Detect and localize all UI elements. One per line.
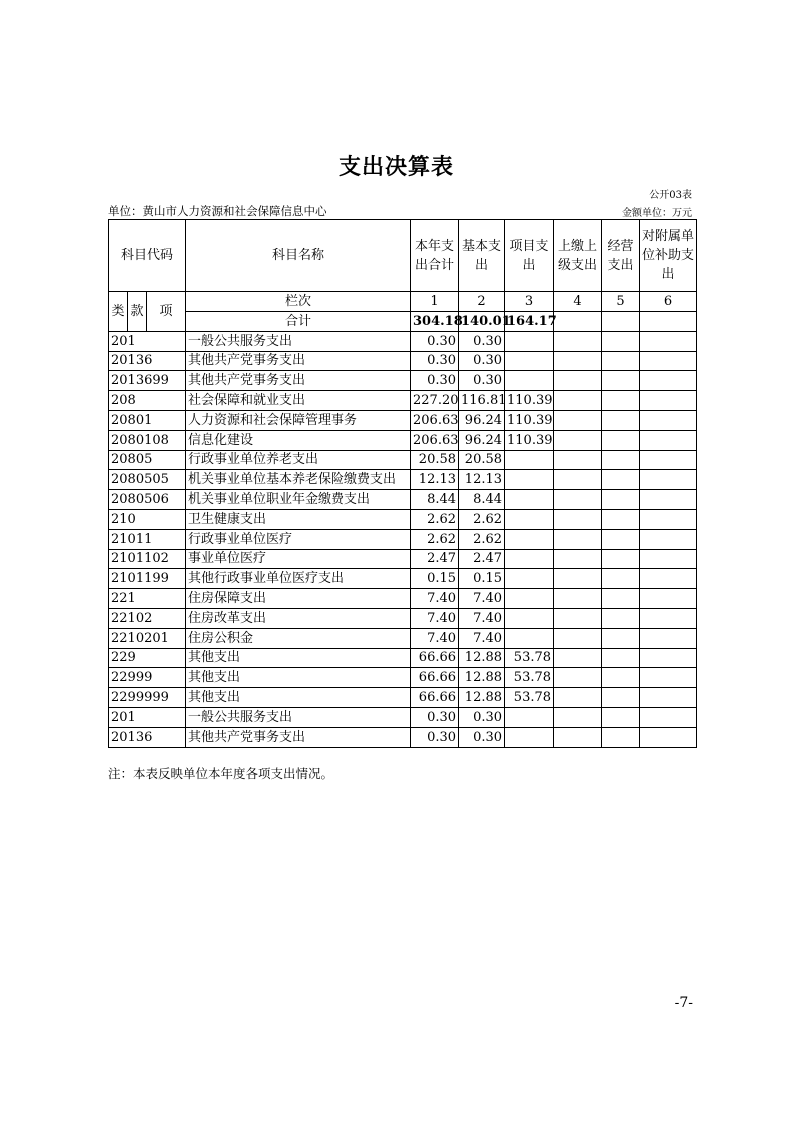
row-basic: 12.88	[459, 648, 505, 668]
row-subsidy	[640, 450, 697, 470]
row-basic: 0.30	[459, 371, 505, 391]
row-name: 其他支出	[186, 648, 411, 668]
col-num-4: 4	[554, 292, 602, 312]
row-upper	[554, 470, 602, 490]
row-business	[602, 589, 640, 609]
row-basic: 0.15	[459, 569, 505, 589]
table-row	[109, 371, 697, 391]
row-total: 8.44	[411, 490, 459, 510]
row-business	[602, 569, 640, 589]
page-title: 支出决算表	[338, 154, 454, 180]
row-total: 0.15	[411, 569, 459, 589]
row-basic: 12.13	[459, 470, 505, 490]
row-name: 机关事业单位基本养老保险缴费支出	[186, 470, 411, 490]
unit-name: 单位：黄山市人力资源和社会保障信息中心	[108, 204, 327, 218]
row-total: 0.30	[411, 331, 459, 351]
col-num-3: 3	[505, 292, 554, 312]
row-business	[602, 371, 640, 391]
row-business	[602, 549, 640, 569]
row-basic: 7.40	[459, 628, 505, 648]
row-project	[505, 707, 554, 727]
table-row	[109, 727, 697, 747]
table-row	[109, 549, 697, 569]
row-basic: 96.24	[459, 410, 505, 430]
table-row	[109, 648, 697, 668]
row-code: 201	[109, 707, 186, 727]
row-name: 机关事业单位职业年金缴费支出	[186, 490, 411, 510]
col-num-1: 1	[411, 292, 459, 312]
row-total: 206.63	[411, 410, 459, 430]
row-basic: 7.40	[459, 589, 505, 609]
header-col6: 对附属单位补助支出	[640, 220, 697, 292]
table-row	[109, 490, 697, 510]
row-upper	[554, 569, 602, 589]
row-project	[505, 628, 554, 648]
row-total: 20.58	[411, 450, 459, 470]
row-project: 53.78	[505, 668, 554, 688]
total-col4	[554, 312, 602, 332]
row-basic: 12.88	[459, 668, 505, 688]
row-project	[505, 490, 554, 510]
table-row	[109, 628, 697, 648]
col-num-2: 2	[459, 292, 505, 312]
row-name: 社会保障和就业支出	[186, 391, 411, 411]
row-subsidy	[640, 707, 697, 727]
row-business	[602, 509, 640, 529]
total-col3: 164.17	[505, 312, 554, 332]
row-code: 2013699	[109, 371, 186, 391]
header-col3: 项目支出	[505, 220, 554, 292]
row-total: 227.20	[411, 391, 459, 411]
row-code: 22102	[109, 608, 186, 628]
row-upper	[554, 529, 602, 549]
row-basic: 0.30	[459, 707, 505, 727]
row-code: 21011	[109, 529, 186, 549]
row-business	[602, 707, 640, 727]
row-total: 66.66	[411, 688, 459, 708]
header-code: 科目代码	[109, 220, 186, 292]
table-row	[109, 529, 697, 549]
row-total: 0.30	[411, 707, 459, 727]
row-code: 229	[109, 648, 186, 668]
row-project	[505, 549, 554, 569]
table-row	[109, 668, 697, 688]
header-lei: 类	[109, 292, 128, 332]
row-business	[602, 470, 640, 490]
row-code: 2210201	[109, 628, 186, 648]
row-project	[505, 589, 554, 609]
row-name: 住房保障支出	[186, 589, 411, 609]
table-note: 注：本表反映单位本年度各项支出情况。	[108, 766, 334, 781]
row-upper	[554, 707, 602, 727]
row-basic: 0.30	[459, 331, 505, 351]
row-upper	[554, 509, 602, 529]
row-upper	[554, 648, 602, 668]
row-project	[505, 509, 554, 529]
row-name: 事业单位医疗	[186, 549, 411, 569]
row-project: 110.39	[505, 430, 554, 450]
row-code: 201	[109, 331, 186, 351]
row-basic: 2.62	[459, 529, 505, 549]
table-row	[109, 608, 697, 628]
row-upper	[554, 391, 602, 411]
row-basic: 20.58	[459, 450, 505, 470]
row-upper	[554, 351, 602, 371]
row-total: 7.40	[411, 589, 459, 609]
table-row	[109, 707, 697, 727]
row-business	[602, 608, 640, 628]
row-code: 20801	[109, 410, 186, 430]
row-business	[602, 490, 640, 510]
header-col2: 基本支出	[459, 220, 505, 292]
row-subsidy	[640, 668, 697, 688]
row-upper	[554, 608, 602, 628]
row-project	[505, 569, 554, 589]
row-subsidy	[640, 430, 697, 450]
col-num-5: 5	[602, 292, 640, 312]
row-subsidy	[640, 470, 697, 490]
row-project	[505, 727, 554, 747]
row-project	[505, 608, 554, 628]
row-total: 0.30	[411, 727, 459, 747]
row-business	[602, 688, 640, 708]
row-subsidy	[640, 727, 697, 747]
row-upper	[554, 589, 602, 609]
table-row	[109, 331, 697, 351]
row-business	[602, 430, 640, 450]
row-name: 住房公积金	[186, 628, 411, 648]
row-business	[602, 648, 640, 668]
total-col6	[640, 312, 697, 332]
row-total: 66.66	[411, 648, 459, 668]
row-basic: 2.62	[459, 509, 505, 529]
row-subsidy	[640, 688, 697, 708]
row-name: 卫生健康支出	[186, 509, 411, 529]
row-total: 7.40	[411, 608, 459, 628]
row-total: 2.62	[411, 509, 459, 529]
row-name: 其他行政事业单位医疗支出	[186, 569, 411, 589]
row-project	[505, 371, 554, 391]
page-number: -7-	[674, 995, 693, 1011]
row-code: 2080108	[109, 430, 186, 450]
row-project	[505, 331, 554, 351]
row-name: 其他共产党事务支出	[186, 371, 411, 391]
table-row	[109, 569, 697, 589]
row-subsidy	[640, 648, 697, 668]
row-code: 208	[109, 391, 186, 411]
row-business	[602, 668, 640, 688]
table-row	[109, 688, 697, 708]
total-col5	[602, 312, 640, 332]
total-col2: 140.01	[459, 312, 505, 332]
header-col4: 上缴上级支出	[554, 220, 602, 292]
header-col5: 经营支出	[602, 220, 640, 292]
row-basic: 8.44	[459, 490, 505, 510]
row-total: 2.47	[411, 549, 459, 569]
row-upper	[554, 410, 602, 430]
row-subsidy	[640, 331, 697, 351]
row-subsidy	[640, 549, 697, 569]
row-name: 信息化建设	[186, 430, 411, 450]
row-basic: 96.24	[459, 430, 505, 450]
row-upper	[554, 688, 602, 708]
row-total: 12.13	[411, 470, 459, 490]
row-business	[602, 529, 640, 549]
row-subsidy	[640, 529, 697, 549]
table-row	[109, 470, 697, 490]
row-subsidy	[640, 410, 697, 430]
row-basic: 0.30	[459, 727, 505, 747]
row-subsidy	[640, 608, 697, 628]
row-project	[505, 351, 554, 371]
row-business	[602, 410, 640, 430]
row-subsidy	[640, 490, 697, 510]
row-upper	[554, 668, 602, 688]
form-code: 公开03表	[649, 190, 692, 201]
table-row	[109, 410, 697, 430]
row-name: 一般公共服务支出	[186, 331, 411, 351]
expenditure-table	[108, 219, 697, 748]
table-row	[109, 509, 697, 529]
row-total: 66.66	[411, 668, 459, 688]
row-basic: 7.40	[459, 608, 505, 628]
money-unit: 金额单位：万元	[622, 208, 692, 219]
row-upper	[554, 430, 602, 450]
row-name: 行政事业单位养老支出	[186, 450, 411, 470]
row-name: 人力资源和社会保障管理事务	[186, 410, 411, 430]
header-lanci: 栏次	[186, 292, 411, 312]
row-subsidy	[640, 589, 697, 609]
row-upper	[554, 490, 602, 510]
col-num-6: 6	[640, 292, 697, 312]
row-code: 221	[109, 589, 186, 609]
row-total: 0.30	[411, 371, 459, 391]
row-business	[602, 450, 640, 470]
row-business	[602, 727, 640, 747]
row-upper	[554, 331, 602, 351]
row-total: 7.40	[411, 628, 459, 648]
row-code: 210	[109, 509, 186, 529]
row-basic: 116.81	[459, 391, 505, 411]
row-project	[505, 470, 554, 490]
row-name: 住房改革支出	[186, 608, 411, 628]
row-upper	[554, 549, 602, 569]
row-name: 其他共产党事务支出	[186, 727, 411, 747]
row-code: 22999	[109, 668, 186, 688]
row-subsidy	[640, 569, 697, 589]
row-project: 110.39	[505, 410, 554, 430]
row-business	[602, 391, 640, 411]
row-subsidy	[640, 371, 697, 391]
table-row	[109, 450, 697, 470]
row-code: 2101102	[109, 549, 186, 569]
row-total: 206.63	[411, 430, 459, 450]
table-row	[109, 430, 697, 450]
row-name: 一般公共服务支出	[186, 707, 411, 727]
total-col1: 304.18	[411, 312, 459, 332]
header-xiang: 项	[147, 292, 186, 332]
table-row	[109, 351, 697, 371]
row-project	[505, 450, 554, 470]
row-subsidy	[640, 628, 697, 648]
row-basic: 0.30	[459, 351, 505, 371]
row-project	[505, 529, 554, 549]
row-upper	[554, 727, 602, 747]
row-business	[602, 331, 640, 351]
row-code: 20805	[109, 450, 186, 470]
row-business	[602, 351, 640, 371]
row-total: 0.30	[411, 351, 459, 371]
row-basic: 2.47	[459, 549, 505, 569]
row-business	[602, 628, 640, 648]
row-project: 53.78	[505, 648, 554, 668]
row-subsidy	[640, 509, 697, 529]
total-label: 合计	[186, 312, 411, 332]
header-name: 科目名称	[186, 220, 411, 292]
row-basic: 12.88	[459, 688, 505, 708]
row-name: 行政事业单位医疗	[186, 529, 411, 549]
row-name: 其他支出	[186, 668, 411, 688]
row-upper	[554, 450, 602, 470]
table-row	[109, 589, 697, 609]
table-row	[109, 391, 697, 411]
row-project: 53.78	[505, 688, 554, 708]
row-code: 2299999	[109, 688, 186, 708]
row-project: 110.39	[505, 391, 554, 411]
row-total: 2.62	[411, 529, 459, 549]
row-subsidy	[640, 351, 697, 371]
row-code: 2080505	[109, 470, 186, 490]
header-col1: 本年支出合计	[411, 220, 459, 292]
row-code: 2101199	[109, 569, 186, 589]
row-subsidy	[640, 391, 697, 411]
row-code: 20136	[109, 727, 186, 747]
row-code: 2080506	[109, 490, 186, 510]
row-upper	[554, 371, 602, 391]
row-name: 其他共产党事务支出	[186, 351, 411, 371]
header-kuan: 款	[128, 292, 147, 332]
row-upper	[554, 628, 602, 648]
row-code: 20136	[109, 351, 186, 371]
row-name: 其他支出	[186, 688, 411, 708]
